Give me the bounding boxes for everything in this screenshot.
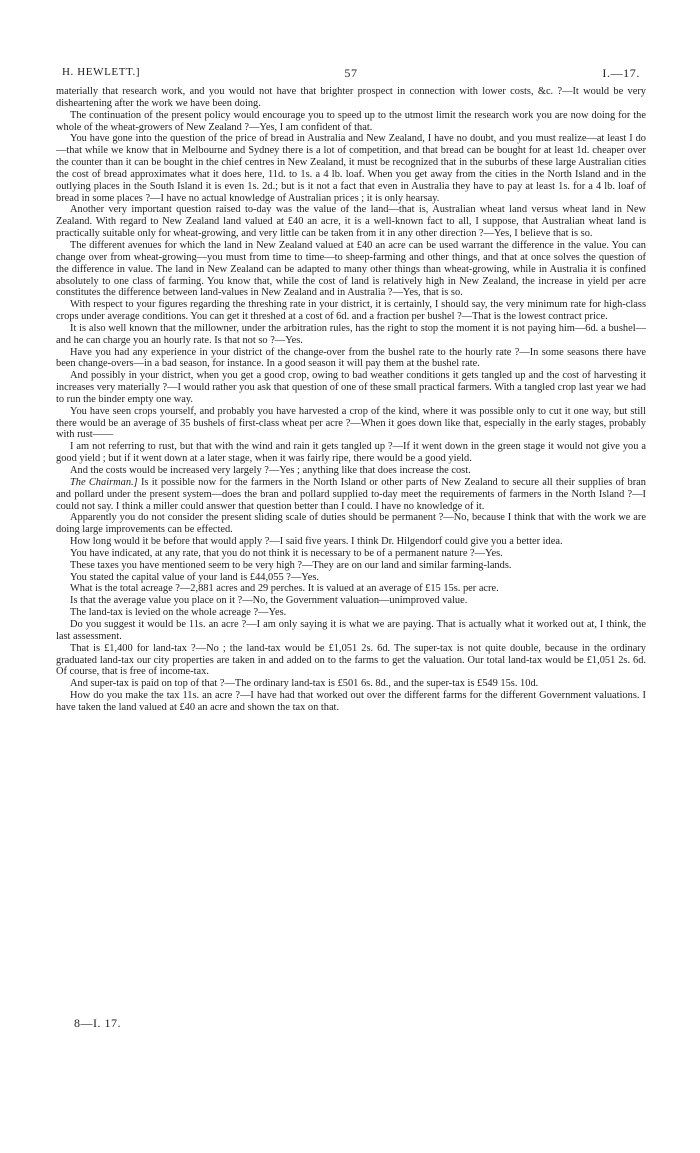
paragraph: With respect to your figures regarding the threshing rate in your district, it is certainly, I should say, the very minimum rate for high-class crops under average conditions. You can get it threshed at a cost of 6d. and a fraction per bushel ?—That is the lowest contract price. (56, 299, 646, 323)
paragraph: materially that research work, and you would not have that brighter prospect in connection with lower costs, &c. ?—It would be very disheartening after the work we have been doing. (56, 86, 646, 109)
paragraph: Have you had any experience in your district of the change-over from the bushel rate to the hourly rate ?—In some seasons there have been change-overs—in a bad season, for instance. In a good season it will pay them at the bushel rate. (56, 346, 646, 370)
paragraph: That is £1,400 for land-tax ?—No ; the land-tax would be £1,051 2s. 6d. The super-tax is not quite double, because in the ordinary graduated land-tax our city properties are taken in and added on to the farms to get the valuation. Our total land-tax would be £1,051 2s. 6d. Of course, that is free of income-tax. (56, 642, 646, 678)
footer-signature-ref: 8—I. 17. (74, 1016, 121, 1030)
paragraph: Apparently you do not consider the present sliding scale of duties should be permanent ?—No, because I think that with the work we are doing large improvements can be effected. (56, 512, 646, 536)
paragraph: How long would it be before that would apply ?—I said five years. I think Dr. Hilgendorf could give you a better idea. (70, 536, 563, 548)
paragraph: The land-tax is levied on the whole acreage ?—Yes. (70, 607, 287, 619)
paragraph: The different avenues for which the land in New Zealand valued at £40 an acre can be used warrant the difference in the value. You can change over from wheat-growing—you must from time to time—to sheep-farming and other things, and that at once solves the question of the difference in value. The land in New Zealand can be adapted to many other things than wheat-growing, while in Australia it is confined absolutely to one class of farming. You know that, while the cost of land is relatively high in New Zealand, the increase in yield per acre constitutes the difference between land-values in New Zealand and in Australia ?—Yes, that is so. (56, 239, 646, 299)
paragraph: I am not referring to rust, but that with the wind and rain it gets tangled up ?—If it went down in the green stage it would not give you a good yield ; but if it went down at a later stage, when it was fairly ripe, there would be a good yield. (56, 441, 646, 465)
paragraph: These taxes you have mentioned seem to be very high ?—They are on our land and similar farming-lands. (70, 559, 512, 571)
paragraph: You stated the capital value of your land is £44,055 ?—Yes. (70, 571, 319, 583)
paragraph: It is also well known that the millowner, under the arbitration rules, has the right to stop the moment it is not paying him—6d. a bushel—and he can charge you an hourly rate. Is that not so ?—Yes. (56, 322, 646, 346)
header-page-number: 57 (344, 66, 358, 80)
paragraph: You have indicated, at any rate, that you do not think it is necessary to be of a permanent nature ?—Yes. (70, 547, 503, 559)
paragraph: You have seen crops yourself, and probably you have harvested a crop of the kind, where it was possible only to cut it one way, but still there would be an average of 35 bushels of first-class wheat per acre ?—When it goes down like that, especially in the early stages, probably with rust—— (56, 405, 646, 441)
paragraph: And possibly in your district, when you get a good crop, owing to bad weather conditions it gets tangled up and the cost of harvesting it increases very materially ?—I would rather you ask that question of one of these small practical farmers. With a tangled crop last year we had to run the binder empty one way. (56, 370, 646, 405)
paragraph: What is the total acreage ?—2,881 acres and 29 perches. It is valued at an average of £15 15s. per acre. (70, 583, 499, 595)
paragraph: Do you suggest it would be 11s. an acre ?—I am only saying it is what we are paying. That is actually what it worked out at, I think, the last assessment. (56, 618, 646, 642)
page-header (62, 66, 640, 82)
body-text (56, 86, 646, 714)
paragraph-chairman (56, 477, 646, 513)
paragraph: How do you make the tax 11s. an acre ?—I have had that worked out over the different farms for the different Government valuations. I have taken the land valued at £40 an acre and shown the tax on that. (56, 690, 646, 713)
paragraph: You have gone into the question of the price of bread in Australia and New Zealand, I have no doubt, and you must realize—at least I do—that while we know that in Melbourne and Sydney there is a lot of competition, and that bread can be bought for at least 1d. cheaper over the counter than it can be bought in the chief centres in New Zealand, it must be recognized that in the suburbs of these large Australian cities the cost of bread approximates what it does here, 11d. to 1s. a 4 lb. loaf. When you get away from the cities in the North Island and in the outlying places in the South Island it is even 1s. 2d.; but is it not a fact that even in Australia they have to pay at least 1s. for a 4 lb. loaf of bread in some places ?—I have no actual knowledge of Australian prices ; it is only hearsay. (56, 133, 646, 204)
paragraph: And super-tax is paid on top of that ?—The ordinary land-tax is £501 6s. 8d., and the super-tax is £549 15s. 10d. (70, 678, 539, 690)
paragraph: Another very important question raised to-day was the value of the land—that is, Australian wheat land versus wheat land in New Zealand. With regard to New Zealand land valued at £40 an acre, it is a well-known fact to all, I suppose, that Australian wheat land is practically suitable only for wheat-growing, and very little can be taken from it in any other direction ?—Yes, I believe that is so. (56, 204, 646, 240)
speaker-label: The Chairman.] (70, 476, 138, 488)
header-witness-name: H. HEWLETT.] (62, 66, 141, 78)
paragraph-text: Is it possible now for the farmers in the North Island or other parts of New Zealand to secure all their supplies of bran and pollard under the present system—does the bran and pollard supplied to-day meet the requirements of farmers in the North Island ?—I could not say. I think a miller could answer that question better than I could. I have no knowledge of it. (56, 476, 646, 512)
header-document-ref: I.—17. (602, 66, 640, 80)
paragraph: Is that the average value you place on it ?—No, the Government valuation—unimproved value. (70, 595, 468, 607)
paragraph: And the costs would be increased very largely ?—Yes ; anything like that does increase the cost. (70, 465, 471, 476)
paragraph: The continuation of the present policy would encourage you to speed up to the utmost limit the research work you are now doing for the whole of the wheat-growers of New Zealand ?—Yes, I am confident of that. (56, 109, 646, 133)
